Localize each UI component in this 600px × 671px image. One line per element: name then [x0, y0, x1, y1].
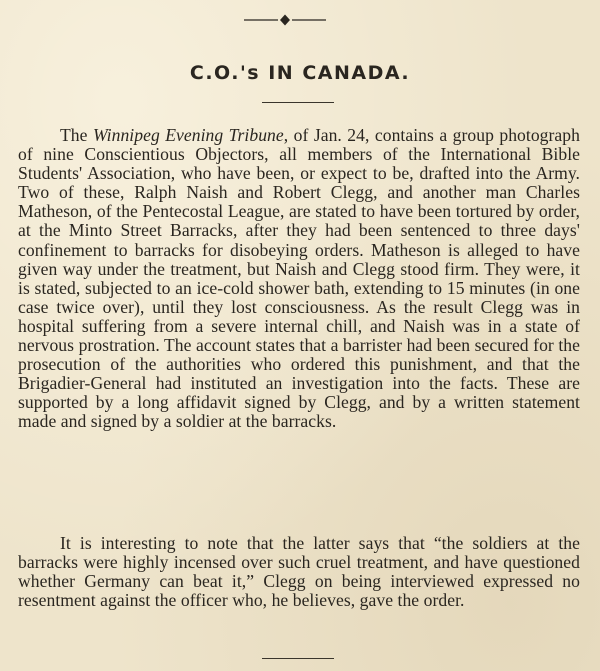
article-paragraph-2: It is interesting to note that the latter says that “the soldiers at the barracks were highly incensed over such cruel treatment, and have questioned whether Germany can beat it,” Clegg on being interviewed expressed no resentment against the officer who, he believes, gave the order. — [18, 533, 580, 611]
closing-divider — [262, 658, 334, 659]
publication-name: Winnipeg Evening Tribune — [92, 125, 284, 145]
paragraph-1-body: , of Jan. 24, contains a group photograph of nine Conscientious Objectors, all members of the International Bible Students' Association, who have been, or expect to be, drafted into the Army. Two of these, Ralph Naish and Robert Clegg, and another man Charles Matheson, of the Pentecostal League, are stated to have been tortured by order, at the Minto Street Barracks, after they had been sentenced to three days' confinement to barracks for disobeying orders. Matheson is alleged to have given way under the treatment, but Naish and Clegg stood firm. They were, it is stated, subjected to an ice-cold shower bath, extending to 15 minutes (in one case twice over), until they lost consciousness. As the result Clegg was in hospital suffering from a severe internal chill, and Naish was in a state of nervous prostration. The account states that a barrister had been secured for the prosecution of the authorities who ordered this punishment, and that the Brigadier-General had instituted an investigation into the facts. These are supported by a long affidavit signed by Clegg, and by a written statement made and signed by a soldier at the barracks. — [18, 125, 580, 432]
article-title: C.O.'s IN CANADA. — [189, 62, 411, 84]
title-divider — [262, 102, 334, 103]
article-paragraph-1 — [18, 126, 580, 432]
paragraph-1-lead: The — [60, 125, 93, 145]
diamond-rule-ornament-icon — [244, 14, 326, 26]
